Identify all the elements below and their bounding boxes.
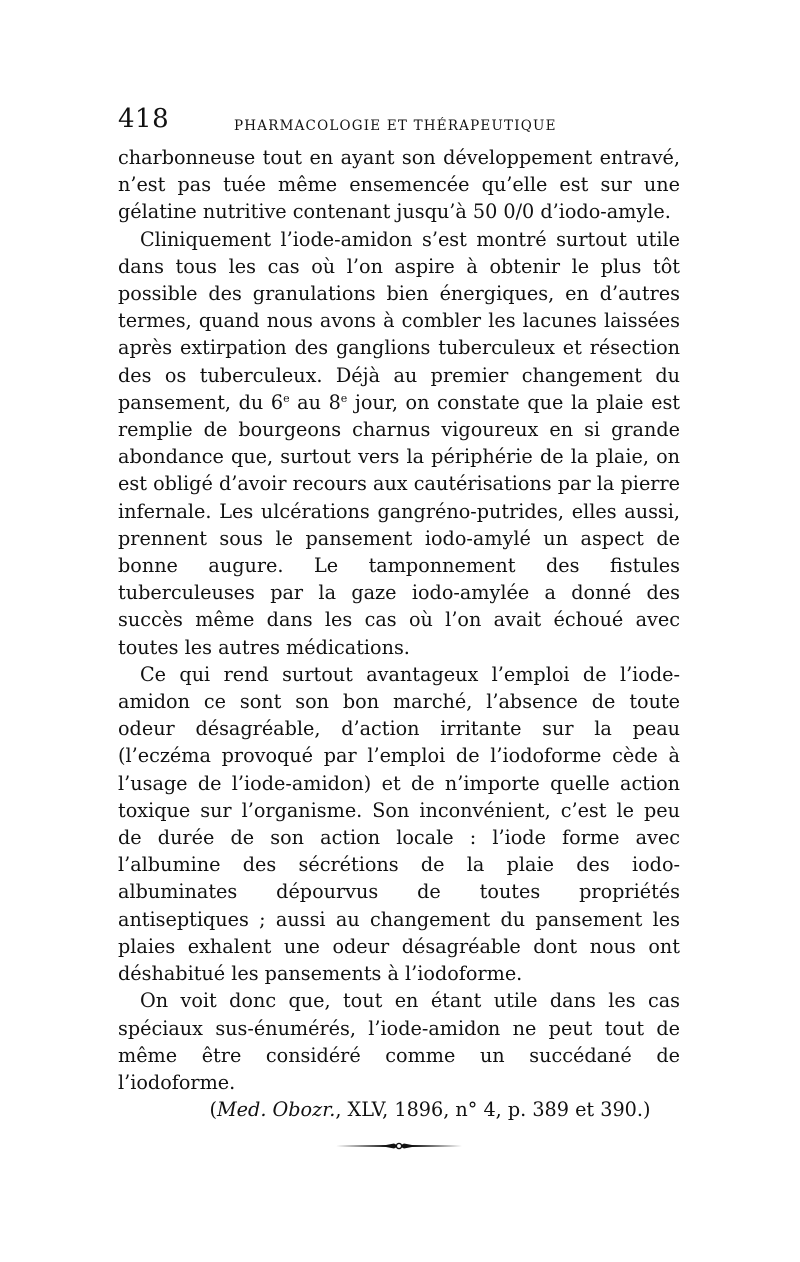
running-title: PHARMACOLOGIE ET THÉRAPEUTIQUE [234,118,557,134]
paragraph-2-part-b: au 8 [289,390,341,414]
ornament-divider-graphic [334,1141,464,1151]
paragraph-4: On voit donc que, tout en étant utile dans les cas spéciaux sus-énumérés, l’iode-amidon ne peut tout de même être considéré comme un succédané de l’iodoforme. [118,989,680,1094]
source-journal: Med. Obozr. [217,1098,336,1122]
body-text [118,144,680,1123]
source-details: , XLV, 1896, n° 4, p. 389 et 390.) [335,1098,651,1122]
superscript-e-1: e [283,391,290,405]
page [118,104,680,1151]
paragraph-2-part-c: jour, on constate que la plaie est remplie de bourgeons charnus vigoureux en si grande abondance que, surtout vers la périphérie de la plaie, on est obligé d’avoir recours aux cautérisations par la pierre infernale. Les ulcérations gangréno-putrides, elles aussi, prennent sous le pansement iodo-amylé un aspect de bonne augure. Le tamponnement des fistules tuberculeuses par la gaze iodo-amylée a donné des succès même dans les cas où l’on avait échoué avec toutes les autres médications. [118,390,681,659]
source-open-paren: ( [209,1098,218,1122]
paragraph-2 [118,226,680,661]
paragraph-3: Ce qui rend surtout avantageux l’emploi de l’iode-amidon ce sont son bon marché, l’absence de toute odeur désagréable, d’action irritante sur la peau (l’eczéma provoqué par l’emploi de l’iodoforme cède à l’usage de l’iode-amidon) et de n’importe quelle action toxique sur l’organisme. Son inconvénient, c’est le peu de durée de son action locale : l’iode forme avec l’albumine des sécrétions de la plaie des iodo-albuminates dépourvus de toutes propriétés antiseptiques ; aussi au changement du pansement les plaies exhalent une odeur désagréable dont nous ont déshabitué les pansements à l’iodoforme. [118,662,680,986]
superscript-e-2: e [340,391,348,405]
source-citation [118,1096,680,1123]
running-head [118,104,680,144]
page-number: 418 [118,104,170,134]
ornament-divider [334,1141,464,1151]
paragraph-2-part-a: Cliniquement l’iode-amidon s’est montré surtout utile dans tous les cas où l’on aspire à obtenir le plus tôt possible des granulations bien énergiques, en d’autres termes, quand nous avons à combler les lacunes laissées après extirpation des ganglions tuberculeux et résection des os tuberculeux. Déjà au premier changement du pansement, du 6 [118,227,680,414]
paragraph-1: charbonneuse tout en ayant son développement entravé, n’est pas tuée même ensemencée qu’elle est sur une gélatine nutritive contenant jusqu’à 50 0/0 d’iodo-amyle. [118,146,680,224]
